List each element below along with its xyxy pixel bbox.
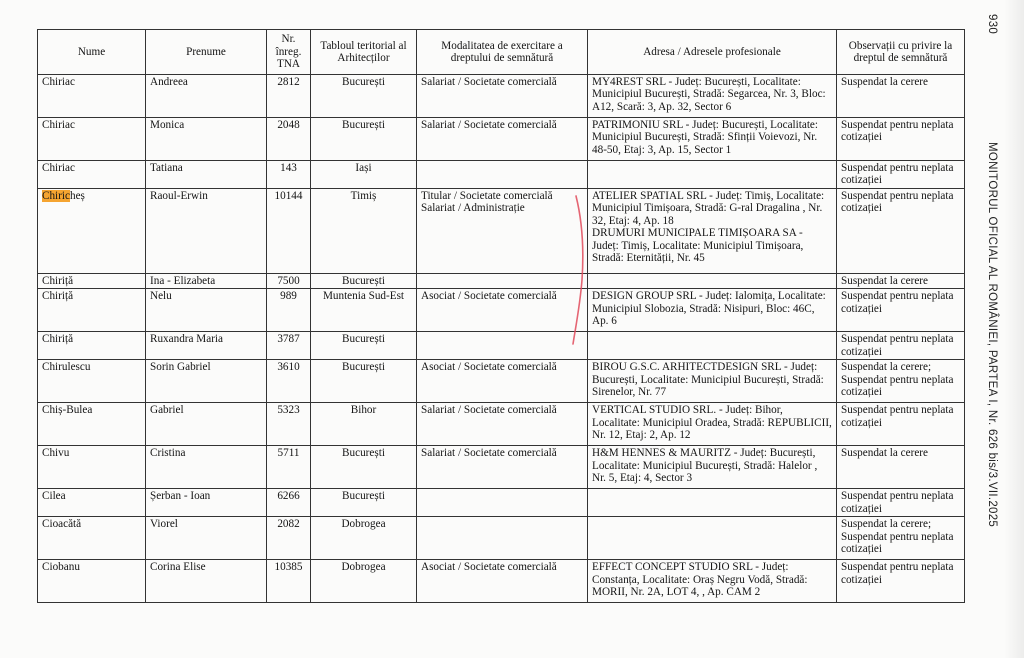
cell-prenume: Șerban - Ioan (146, 489, 267, 517)
cell-nr: 3787 (267, 332, 311, 360)
cell-tablou: București (311, 446, 417, 489)
cell-nume: Chirulescu (38, 360, 146, 403)
cell-tablou: București (311, 274, 417, 289)
table-row (38, 403, 965, 446)
cell-observatii: Suspendat pentru neplata cotizației (837, 560, 965, 603)
cell-adresa: H&M HENNES & MAURITZ - Județ: București, Localitate: Municipiul București, Stradă: Halelor , Nr. 5, Etaj: 4, Sector 3 (588, 446, 837, 489)
cell-tablou: București (311, 332, 417, 360)
journal-running-title: MONITORUL OFICIAL AL ROMÂNIEI, PARTEA I, Nr. 626 bis/3.VII.2025 (986, 142, 998, 528)
cell-prenume: Viorel (146, 517, 267, 560)
cell-modalitate: Asociat / Societate comercială (417, 560, 588, 603)
cell-modalitate (417, 489, 588, 517)
cell-prenume: Andreea (146, 75, 267, 118)
table-row (38, 446, 965, 489)
header-observatii: Observații cu privire la dreptul de semnătură (837, 30, 965, 75)
cell-observatii: Suspendat la cerere; Suspendat pentru neplata cotizației (837, 360, 965, 403)
cell-tablou: Muntenia Sud-Est (311, 289, 417, 332)
cell-nr: 3610 (267, 360, 311, 403)
table-row (38, 517, 965, 560)
cell-modalitate (417, 161, 588, 189)
cell-nr: 7500 (267, 274, 311, 289)
cell-modalitate (417, 332, 588, 360)
cell-nr: 10144 (267, 189, 311, 274)
cell-prenume: Nelu (146, 289, 267, 332)
page-number: 930 (986, 14, 998, 35)
modalitate-line: Titular / Societate comercială (421, 190, 553, 202)
address-entry: ATELIER SPATIAL SRL - Județ: Timiș, Localitate: Municipiul Timișoara, Stradă: G-ral Dragalina , Nr. 32, Etaj: 4, Ap. 18 (592, 190, 825, 227)
cell-modalitate: Asociat / Societate comercială (417, 289, 588, 332)
header-tablou: Tabloul teritorial al Arhitecților (311, 30, 417, 75)
table-row (38, 360, 965, 403)
cell-prenume: Corina Elise (146, 560, 267, 603)
cell-observatii: Suspendat pentru neplata cotizației (837, 489, 965, 517)
cell-adresa (588, 517, 837, 560)
cell-prenume: Tatiana (146, 161, 267, 189)
cell-nr: 5323 (267, 403, 311, 446)
table-row (38, 489, 965, 517)
cell-nume: Chiriță (38, 289, 146, 332)
cell-nume: Cioacătă (38, 517, 146, 560)
name-rest: heș (69, 190, 85, 202)
cell-modalitate: Salariat / Societate comercială (417, 446, 588, 489)
table-row (38, 118, 965, 161)
cell-prenume: Raoul-Erwin (146, 189, 267, 274)
cell-observatii: Suspendat pentru neplata cotizației (837, 403, 965, 446)
cell-observatii: Suspendat pentru neplata cotizației (837, 189, 965, 274)
cell-adresa (588, 332, 837, 360)
cell-adresa: DESIGN GROUP SRL - Județ: Ialomița, Localitate: Municipiul Slobozia, Stradă: Nisipuri, Bloc: 46C, Ap. 6 (588, 289, 837, 332)
cell-prenume: Gabriel (146, 403, 267, 446)
cell-observatii: Suspendat la cerere (837, 75, 965, 118)
cell-nume: Cilea (38, 489, 146, 517)
cell-observatii: Suspendat pentru neplata cotizației (837, 332, 965, 360)
cell-adresa: EFFECT CONCEPT STUDIO SRL - Județ: Constanța, Localitate: Oraș Negru Vodă, Stradă: MORII, Nr. 2A, LOT 4, , Ap. CAM 2 (588, 560, 837, 603)
cell-nume: Ciobanu (38, 560, 146, 603)
cell-nr: 2082 (267, 517, 311, 560)
cell-modalitate (417, 517, 588, 560)
cell-observatii: Suspendat la cerere (837, 274, 965, 289)
cell-nr: 2048 (267, 118, 311, 161)
cell-observatii: Suspendat la cerere; Suspendat pentru neplata cotizației (837, 517, 965, 560)
cell-prenume: Ina - Elizabeta (146, 274, 267, 289)
cell-tablou: Timiș (311, 189, 417, 274)
table-row (38, 161, 965, 189)
cell-tablou: Dobrogea (311, 517, 417, 560)
cell-modalitate: Asociat / Societate comercială (417, 360, 588, 403)
cell-nume (38, 189, 146, 274)
cell-adresa (588, 189, 837, 274)
cell-nr: 5711 (267, 446, 311, 489)
cell-nume: Chiriac (38, 118, 146, 161)
modalitate-line: Salariat / Administrație (421, 202, 525, 215)
table-row (38, 75, 965, 118)
cell-modalitate: Salariat / Societate comercială (417, 75, 588, 118)
cell-tablou: București (311, 118, 417, 161)
header-nr-tna: Nr. înreg. TNA (267, 30, 311, 75)
cell-observatii: Suspendat la cerere (837, 446, 965, 489)
cell-modalitate: Salariat / Societate comercială (417, 403, 588, 446)
address-entry: DRUMURI MUNICIPALE TIMIȘOARA SA - Județ: Timiș, Localitate: Municipiul Timișoara, Stradă: Eternității, Nr. 45 (592, 227, 804, 265)
cell-adresa (588, 274, 837, 289)
cell-observatii: Suspendat pentru neplata cotizației (837, 161, 965, 189)
table-row (38, 289, 965, 332)
cell-modalitate: Salariat / Societate comercială (417, 118, 588, 161)
cell-adresa: PATRIMONIU SRL - Județ: București, Localitate: Municipiul București, Stradă: Sfinții Voievozi, Nr. 48-50, Etaj: 3, Ap. 15, Sector 1 (588, 118, 837, 161)
cell-nume: Chivu (38, 446, 146, 489)
cell-nr: 10385 (267, 560, 311, 603)
cell-nr: 6266 (267, 489, 311, 517)
cell-adresa: VERTICAL STUDIO SRL. - Județ: Bihor, Localitate: Municipiul Oradea, Stradă: REPUBLICII, Nr. 12, Etaj: 2, Ap. 12 (588, 403, 837, 446)
cell-tablou: Dobrogea (311, 560, 417, 603)
table-row (38, 189, 965, 274)
cell-adresa (588, 489, 837, 517)
cell-nume: Chiriță (38, 274, 146, 289)
cell-prenume: Ruxandra Maria (146, 332, 267, 360)
cell-adresa: BIROU G.S.C. ARHITECTDESIGN SRL - Județ: București, Localitate: Municipiul București, Stradă: Sirenelor, Nr. 77 (588, 360, 837, 403)
cell-modalitate (417, 274, 588, 289)
cell-nume: Chiriac (38, 75, 146, 118)
table-row (38, 274, 965, 289)
cell-tablou: Iași (311, 161, 417, 189)
highlighted-text: Chiric (42, 190, 70, 202)
cell-adresa: MY4REST SRL - Județ: București, Localitate: Municipiul București, Stradă: Segarcea, Nr. 3, Bloc: A12, Scară: 3, Ap. 32, Sector 6 (588, 75, 837, 118)
cell-prenume: Sorin Gabriel (146, 360, 267, 403)
cell-tablou: Bihor (311, 403, 417, 446)
architects-registry-table (37, 29, 965, 603)
cell-tablou: București (311, 75, 417, 118)
cell-nume: Chiriță (38, 332, 146, 360)
table-row (38, 560, 965, 603)
cell-prenume: Cristina (146, 446, 267, 489)
table-row (38, 332, 965, 360)
table-header-row (38, 30, 965, 75)
header-adresa: Adresa / Adresele profesionale (588, 30, 837, 75)
cell-nr: 2812 (267, 75, 311, 118)
page-edge-shadow (1004, 0, 1024, 658)
cell-prenume: Monica (146, 118, 267, 161)
cell-adresa (588, 161, 837, 189)
header-modalitate: Modalitatea de exercitare a dreptului de semnătură (417, 30, 588, 75)
cell-nr: 989 (267, 289, 311, 332)
cell-observatii: Suspendat pentru neplata cotizației (837, 118, 965, 161)
cell-tablou: București (311, 360, 417, 403)
cell-observatii: Suspendat pentru neplata cotizației (837, 289, 965, 332)
cell-tablou: București (311, 489, 417, 517)
cell-nume: Chiriac (38, 161, 146, 189)
header-nume: Nume (38, 30, 146, 75)
cell-nume: Chiș-Bulea (38, 403, 146, 446)
header-prenume: Prenume (146, 30, 267, 75)
cell-modalitate (417, 189, 588, 274)
cell-nr: 143 (267, 161, 311, 189)
